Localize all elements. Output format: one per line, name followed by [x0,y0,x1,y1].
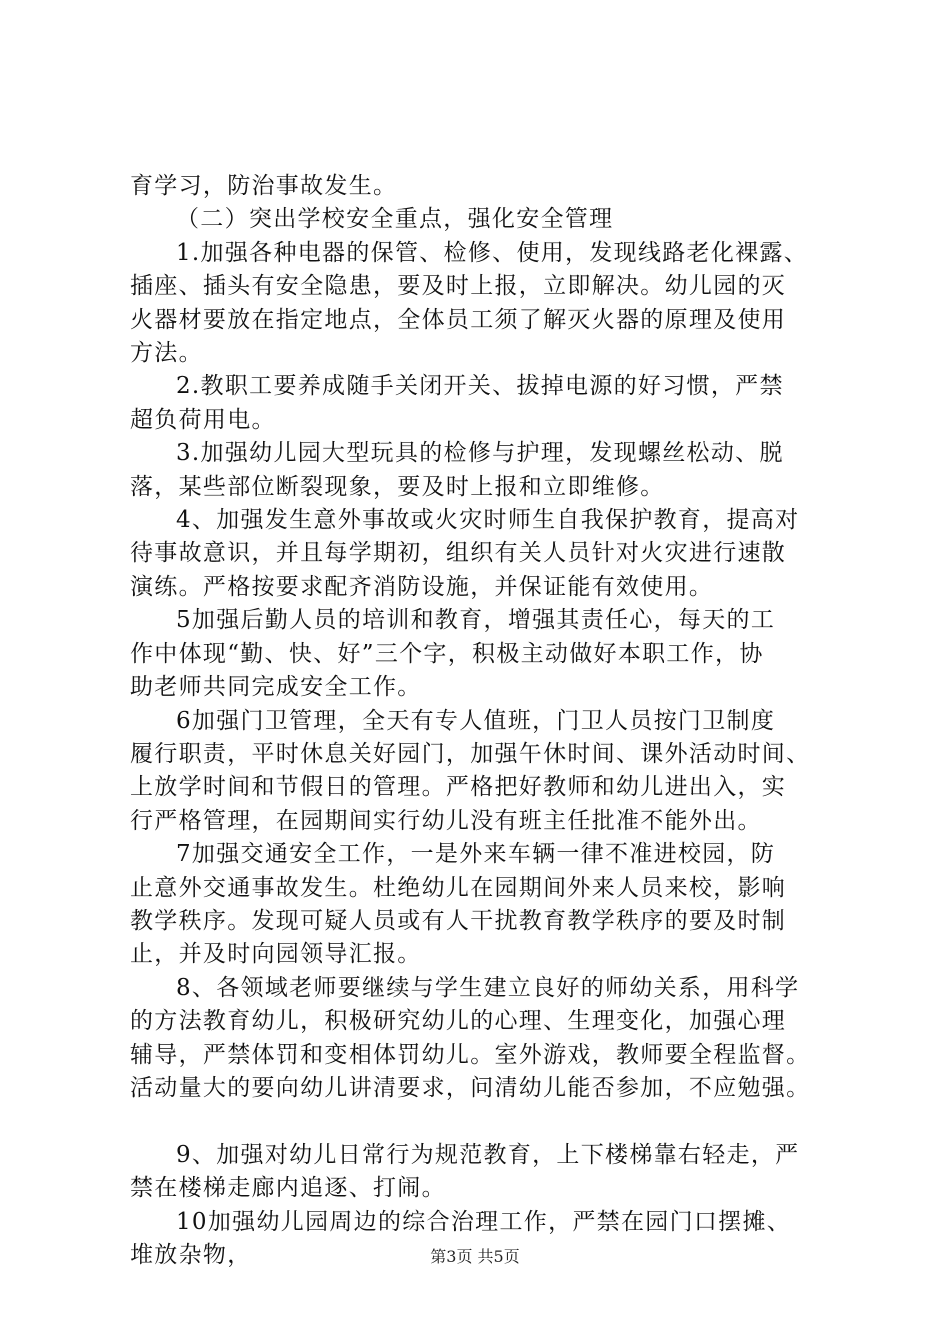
paragraph-item-1 [130,237,840,371]
paragraph-item-4 [130,504,840,604]
text-line: 4、加强发生意外事故或火灾时师生自我保护教育，提高对 [176,507,800,534]
text-line: 作中体现“勤、快、好”三个字，积极主动做好本职工作，协 [130,640,764,667]
paragraph-item-9 [130,1139,840,1206]
page-number-footer: 第3页 共5页 [430,1247,520,1266]
text-line: 10加强幼儿园周边的综合治理工作，严禁在园门口摆摊、 [176,1208,792,1235]
text-line: 7加强交通安全工作，一是外来车辆一律不准进校园，防 [176,841,776,868]
text-line: 9、加强对幼儿日常行为规范教育，上下楼梯靠右轻走，严 [176,1141,800,1168]
text-line: 禁在楼梯走廊内追逐、打闹。 [130,1175,446,1202]
text-line: 方法。 [130,340,203,367]
text-line: 育学习，防治事故发生。 [130,173,398,199]
text-line: 辅导，严禁体罚和变相体罚幼儿。室外游戏，教师要全程监督。 [130,1041,811,1068]
text-line: 活动量大的要向幼儿讲清要求，问清幼儿能否参加，不应勉强。 [130,1074,811,1101]
text-line: 6加强门卫管理，全天有专人值班，门卫人员按门卫制度 [176,707,776,734]
paragraph-item-6 [130,705,840,839]
blank-line [130,1105,840,1138]
paragraph-item-5 [130,604,840,704]
text-line: 履行职责，平时休息关好园门，加强午休时间、课外活动时间、 [130,740,811,767]
paragraph-continuation [130,170,840,203]
document-body [130,170,840,1272]
paragraph-item-2 [130,370,840,437]
section-heading [130,203,840,236]
text-line: 上放学时间和节假日的管理。严格把好教师和幼儿进出入，实 [130,774,787,801]
text-line: 2.教职工要养成随手关闭开关、拔掉电源的好习惯，严禁 [176,373,784,400]
text-line: 3.加强幼儿园大型玩具的检修与护理，发现螺丝松动、脱 [176,440,784,467]
text-line: 8、各领域老师要继续与学生建立良好的师幼关系，用科学 [176,974,800,1001]
text-line: 待事故意识，并且每学期初，组织有关人员针对火灾进行速散 [130,540,787,567]
text-line: 5加强后勤人员的培训和教育，增强其责任心，每天的工 [176,607,776,634]
text-line: 教学秩序。发现可疑人员或有人干扰教育教学秩序的要及时制 [130,907,787,934]
paragraph-item-8 [130,972,840,1106]
text-line: 1.加强各种电器的保管、检修、使用，发现线路老化裸露、 [176,239,809,266]
text-line: 止意外交通事故发生。杜绝幼儿在园期间外来人员来校，影响 [130,874,787,901]
text-line: 火器材要放在指定地点，全体员工须了解灭火器的原理及使用 [130,306,787,333]
text-line: 超负荷用电。 [130,406,276,433]
text-line: 插座、插头有安全隐患，要及时上报，立即解决。幼儿园的灭 [130,273,787,300]
text-line: 行严格管理，在园期间实行幼儿没有班主任批准不能外出。 [130,807,762,834]
text-line: 的方法教育幼儿，积极研究幼儿的心理、生理变化，加强心理 [130,1008,787,1035]
text-line: 止，并及时向园领导汇报。 [130,941,422,968]
paragraph-item-7 [130,838,840,972]
text-line: 演练。严格按要求配齐消防设施，并保证能有效使用。 [130,573,714,600]
text-line: 落，某些部位断裂现象，要及时上报和立即维修。 [130,473,665,500]
text-line: 堆放杂物， [130,1241,252,1268]
text-line: （二）突出学校安全重点，强化安全管理 [176,206,614,233]
text-line: 助老师共同完成安全工作。 [130,674,422,701]
paragraph-item-3 [130,437,840,504]
